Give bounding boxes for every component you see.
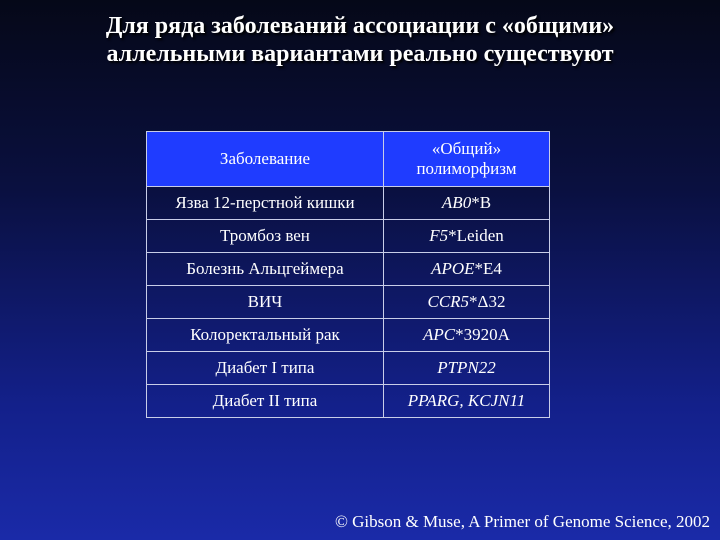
polymorphism-cell (383, 385, 549, 418)
polymorphism-cell (383, 319, 549, 352)
polymorphism-cell (383, 352, 549, 385)
source-citation: © Gibson & Muse, A Primer of Genome Science, 2002 (334, 512, 710, 531)
polymorphism-cell (383, 187, 549, 220)
disease-cell: Колоректальный рак (147, 319, 384, 352)
allele-name: *3920A (455, 325, 510, 344)
allele-name: *Δ32 (469, 292, 506, 311)
header-polymorphism (383, 132, 549, 187)
table-row (147, 319, 550, 352)
disease-cell: Язва 12-перстной кишки (147, 187, 384, 220)
disease-cell: Диабет II типа (147, 385, 384, 418)
table-row (147, 352, 550, 385)
header-polymorphism-line-2: полиморфизм (416, 159, 517, 178)
table-row (147, 253, 550, 286)
polymorphism-cell (383, 220, 549, 253)
allele-name: *Leiden (448, 226, 504, 245)
slide-title (0, 12, 720, 68)
table-row (147, 286, 550, 319)
gene-name: PPARG, KCJN11 (407, 391, 526, 410)
disease-cell: Тромбоз вен (147, 220, 384, 253)
gene-name: CCR5 (427, 292, 470, 311)
polymorphism-cell (383, 286, 549, 319)
table-row (147, 187, 550, 220)
header-disease: Заболевание (147, 132, 384, 187)
allele-name: *E4 (474, 259, 502, 278)
gene-name: AB0 (441, 193, 472, 212)
gene-name: APOE (431, 259, 475, 278)
gene-name: APC (423, 325, 456, 344)
polymorphism-cell (383, 253, 549, 286)
allele-name: *B (471, 193, 492, 212)
gene-name: F5 (429, 226, 449, 245)
slide-title-line-2: аллельными вариантами реально существуют (106, 41, 614, 67)
disease-cell: Диабет I типа (147, 352, 384, 385)
gene-name: PTPN22 (437, 358, 496, 377)
table-header-row (147, 132, 550, 187)
disease-cell: Болезнь Альцгеймера (147, 253, 384, 286)
header-polymorphism-line-1: «Общий» (431, 139, 502, 158)
association-table (146, 131, 550, 418)
table-row (147, 220, 550, 253)
disease-cell: ВИЧ (147, 286, 384, 319)
table-row (147, 385, 550, 418)
slide-title-line-1: Для ряда заболеваний ассоциации с «общими» (105, 13, 615, 39)
